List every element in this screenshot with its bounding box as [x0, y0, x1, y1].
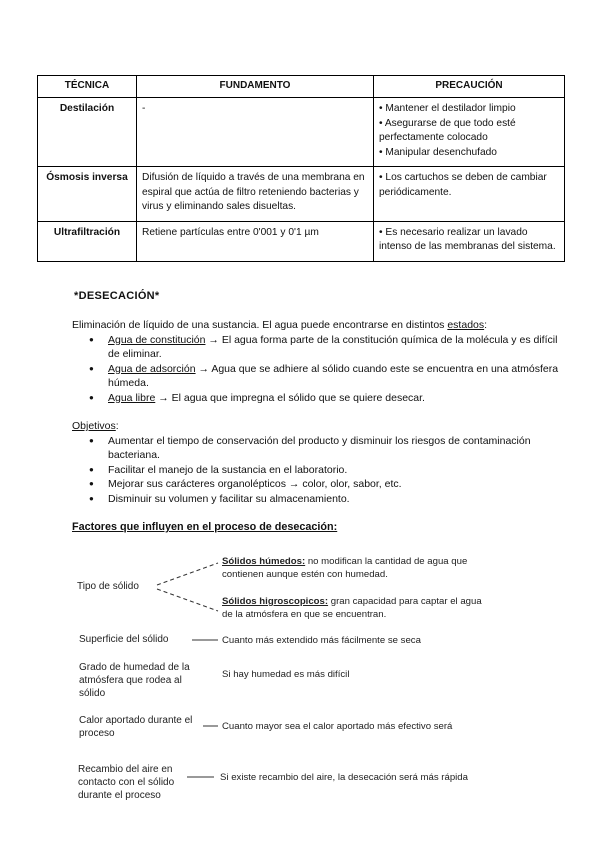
tecnica-cell: Ultrafiltración	[38, 221, 137, 261]
list-item: ● Facilitar el manejo de la sustancia en el laboratorio.	[72, 463, 562, 478]
humedos-text: no modifican la cantidad de agua que contienen aunque estén con humedad.	[222, 556, 468, 580]
higros-text: gran capacidad para captar el agua de la atmósfera en que se encuentran.	[222, 596, 482, 620]
dashed-connector-top	[157, 563, 218, 585]
fundamento-cell: Difusión de líquido a través de una membrana en espiral que actúa de filtro reteniendo bacterias y virus y eliminando sales disueltas.	[137, 167, 374, 222]
fundamento-cell: Retiene partículas entre 0'001 y 0'1 µm	[137, 221, 374, 261]
list-item: ● Aumentar el tiempo de conservación del producto y disminuir los riesgos de contaminación bacteriana.	[72, 434, 562, 463]
precaucion-item: • Mantener el destilador limpio	[379, 103, 516, 114]
factores-title: Factores que influyen en el proceso de desecación:	[72, 521, 338, 533]
intro-colon: :	[484, 319, 488, 331]
estado-text: → Agua que se adhiere al sólido cuando este se encuentra en una atmósfera húmeda.	[108, 362, 559, 389]
superficie-text: Cuanto más extendido más fácilmente se seca	[222, 635, 421, 646]
tecnica-cell: Ósmosis inversa	[38, 167, 137, 222]
humedad-text: Si hay humedad es más difícil	[222, 669, 350, 680]
calor-label: Calor aportado durante el proceso	[79, 715, 193, 739]
dashed-connector-bottom	[157, 589, 218, 611]
humedad-label: Grado de humedad de la atmósfera que rodea al sólido	[79, 662, 190, 699]
intro-text: Eliminación de líquido de una sustancia. El agua puede encontrarse en distintos	[72, 319, 448, 331]
objetivos-label: Objetivos:	[72, 420, 119, 432]
estado-text: → El agua forma parte de la constitución química de la molécula y es difícil de eliminar.	[108, 333, 558, 360]
desecacion-heading: *DESECACIÓN*	[74, 290, 160, 302]
humedos-term: Sólidos húmedos:	[222, 556, 306, 567]
precaucion-item: • Asegurarse de que todo esté perfectamente colocado	[379, 117, 516, 143]
estados-term: estados	[447, 319, 485, 331]
fundamento-cell: -	[137, 98, 374, 167]
solidos-humedos	[222, 555, 482, 581]
aire-label: Recambio del aire en contacto con el sólido durante el proceso	[78, 764, 175, 801]
aire-text: Si existe recambio del aire, la desecación será más rápida	[220, 772, 468, 783]
precaucion-item: • Es necesario realizar un lavado intenso de las membranas del sistema.	[379, 226, 556, 252]
header-precaucion: PRECAUCIÓN	[374, 76, 565, 98]
list-item: ● Disminuir su volumen y facilitar su almacenamiento.	[72, 492, 562, 507]
precaucion-item: • Los cartuchos se deben de cambiar periódicamente.	[379, 172, 547, 198]
estado-term: Agua libre	[108, 391, 156, 404]
superficie-label: Superficie del sólido	[79, 634, 169, 645]
estado-term: Agua de adsorción	[108, 362, 196, 375]
header-fundamento: FUNDAMENTO	[137, 76, 374, 98]
header-tecnica: TÉCNICA	[38, 76, 137, 98]
list-item: ● Mejorar sus carácteres organolépticos → color, olor, sabor, etc.	[72, 477, 562, 492]
estado-text: → El agua que impregna el sólido que se quiere desecar.	[155, 391, 425, 404]
precaucion-item: • Manipular desenchufado	[379, 146, 497, 158]
estado-term: Agua de constitución	[108, 333, 206, 346]
higros-term: Sólidos higroscopicos:	[222, 596, 329, 607]
calor-text: Cuanto mayor sea el calor aportado más efectivo será	[222, 721, 453, 732]
solidos-higroscopicos	[222, 595, 490, 621]
tecnica-cell: Destilación	[38, 98, 137, 167]
tipo-solido-label: Tipo de sólido	[77, 581, 139, 592]
